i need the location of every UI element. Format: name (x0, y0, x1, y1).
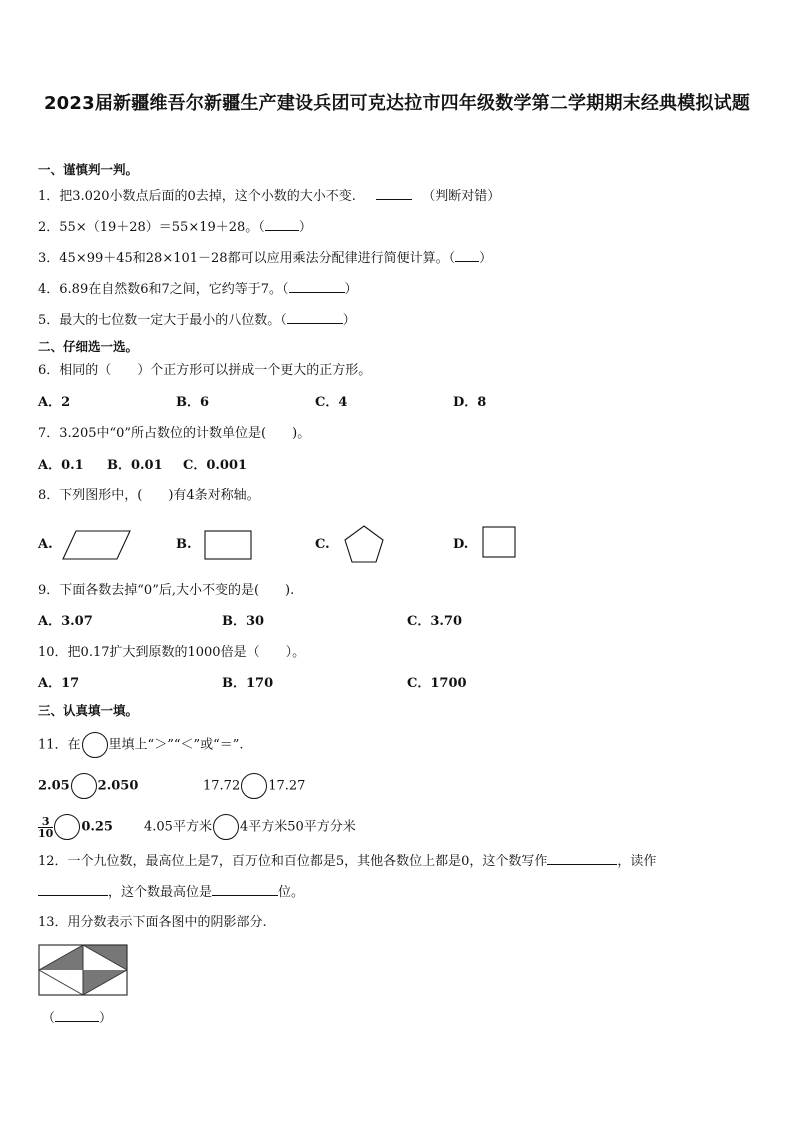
section-2-heading: 二、仔细选一选。 (38, 339, 139, 354)
question-1-text: 1．把3.020小数点后面的0去掉，这个小数的大小不变. (38, 189, 356, 204)
question-4 (38, 279, 358, 299)
answer-blank[interactable] (547, 851, 617, 865)
option-c[interactable]: C．3.70 (407, 614, 463, 629)
bracket-close: ） (342, 313, 356, 328)
section-1-heading: 一、谨慎判一判。 (38, 162, 139, 177)
option-a[interactable]: A．3.07 (38, 614, 93, 629)
fraction-denominator: 10 (38, 826, 54, 840)
option-b[interactable]: B．0.01 (107, 458, 163, 473)
compare-right: 4平方米50平方分米 (239, 819, 356, 835)
parallelogram-icon (62, 529, 132, 561)
exam-title: 2023届新疆维吾尔新疆生产建设兵团可克达拉市四年级数学第二学期期末经典模拟试题 (43, 93, 751, 114)
option-a[interactable]: A．0.1 (38, 458, 84, 473)
bracket-open: （ (42, 1011, 56, 1026)
compare-right: 0.25 (81, 819, 113, 835)
shaded-figure (38, 944, 130, 998)
fraction (38, 816, 53, 839)
compare-circle[interactable] (54, 814, 80, 840)
question-13-answer (42, 1008, 112, 1028)
bracket-close: ） (344, 282, 358, 297)
compare-right: 17.27 (268, 778, 306, 794)
compare-left: 17.72 (203, 778, 241, 794)
option-a[interactable]: A. (38, 537, 53, 552)
answer-blank[interactable] (55, 1008, 99, 1022)
answer-blank[interactable] (212, 882, 278, 896)
answer-blank[interactable] (287, 310, 343, 324)
compare-left: 2.05 (38, 778, 70, 794)
fraction-numerator: 3 (38, 816, 53, 828)
rectangle-icon (204, 530, 252, 560)
bracket-close: ） (298, 220, 312, 235)
compare-circle[interactable] (213, 814, 239, 840)
compare-item (144, 814, 356, 840)
compare-item (38, 814, 113, 840)
question-9: 9．下面各数去掉“0”后,大小不变的是( ). (38, 583, 295, 598)
question-5-text: 5．最大的七位数一定大于最小的八位数。（ (38, 313, 287, 328)
question-12-text: 位。 (278, 885, 305, 900)
option-c[interactable]: C．1700 (407, 676, 467, 691)
option-b[interactable]: B．6 (176, 395, 210, 410)
bracket-close: ） (99, 1011, 113, 1026)
option-a[interactable]: A．17 (38, 676, 80, 691)
question-5 (38, 310, 356, 330)
compare-item (38, 773, 138, 799)
answer-blank[interactable] (376, 186, 412, 200)
question-13: 13．用分数表示下面各图中的阴影部分. (38, 915, 267, 930)
question-3-text: 3．45×99＋45和28×101－28都可以应用乘法分配律进行简便计算。（ (38, 251, 456, 266)
question-2 (38, 217, 312, 237)
bracket-close: ） (479, 251, 493, 266)
option-c[interactable]: C. (315, 537, 330, 552)
question-7: 7．3.205中“0”所占数位的计数单位是( )。 (38, 426, 311, 441)
compare-left: 4.05平方米 (144, 819, 212, 835)
pentagon-icon (343, 524, 385, 564)
question-10: 10．把0.17扩大到原数的1000倍是（ ）。 (38, 645, 306, 660)
question-11-prefix: 11．在 (38, 737, 81, 753)
option-b[interactable]: B．30 (222, 614, 265, 629)
option-c[interactable]: C．4 (315, 395, 348, 410)
option-d[interactable]: D. (453, 537, 469, 552)
question-8: 8．下列图形中，( )有4条对称轴。 (38, 488, 260, 503)
question-6: 6．相同的（ ）个正方形可以拼成一个更大的正方形。 (38, 363, 372, 378)
option-d[interactable]: D．8 (453, 395, 487, 410)
question-11-suffix: 里填上“＞”“＜”或“＝”. (108, 737, 244, 753)
question-12-cont (38, 882, 304, 902)
option-b[interactable]: B. (176, 537, 192, 552)
compare-right: 2.050 (97, 778, 139, 794)
compare-item (203, 773, 305, 799)
section-3-heading: 三、认真填一填。 (38, 703, 139, 718)
square-icon (482, 526, 516, 558)
question-3 (38, 248, 492, 268)
question-4-text: 4．6.89在自然数6和7之间，它约等于7。（ (38, 282, 289, 297)
option-c[interactable]: C．0.001 (183, 458, 248, 473)
question-12-text: ，读作 (617, 854, 657, 869)
answer-blank[interactable] (265, 217, 299, 231)
question-2-text: 2．55×（19＋28）＝55×19＋28。（ (38, 220, 265, 235)
compare-circle (82, 732, 108, 758)
answer-blank[interactable] (289, 279, 345, 293)
compare-circle[interactable] (71, 773, 97, 799)
question-1-tail: （判断对错） (422, 189, 501, 204)
compare-circle[interactable] (241, 773, 267, 799)
question-12-text: 12．一个九位数，最高位上是7，百万位和百位都是5，其他各数位上都是0，这个数写作 (38, 854, 548, 869)
question-12-text: ，这个数最高位是 (108, 885, 213, 900)
option-a[interactable]: A．2 (38, 395, 71, 410)
answer-blank[interactable] (38, 882, 108, 896)
question-12 (38, 851, 656, 871)
answer-blank[interactable] (455, 248, 479, 262)
option-b[interactable]: B．170 (222, 676, 274, 691)
question-1 (38, 186, 500, 206)
question-11 (38, 732, 244, 758)
